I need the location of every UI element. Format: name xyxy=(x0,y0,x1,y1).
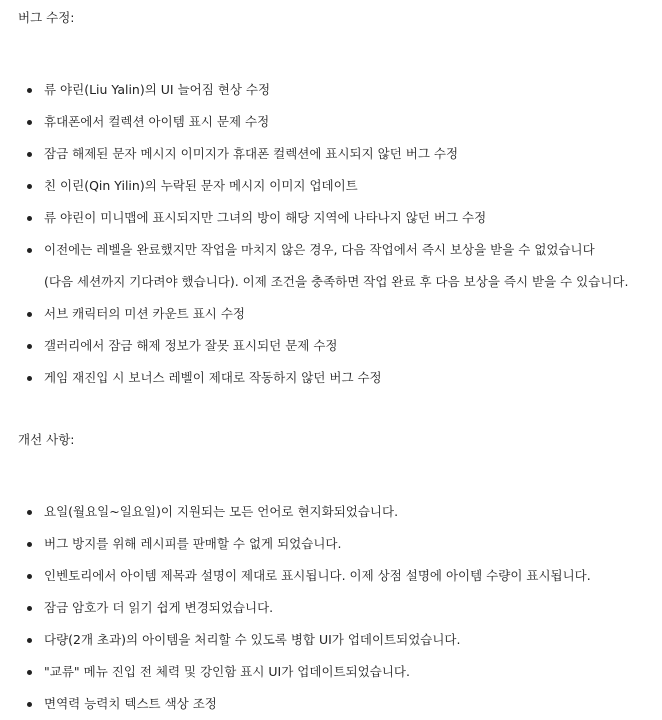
bullet-icon xyxy=(27,542,32,547)
list-item xyxy=(0,592,591,624)
list-item-text: 면역력 능력치 텍스트 색상 조정 xyxy=(44,696,217,711)
improvement-list xyxy=(0,496,591,720)
section-heading-improvements: 개선 사항: xyxy=(18,432,75,447)
bullet-icon xyxy=(27,312,32,317)
list-item-text-continued: (다음 세션까지 기다려야 했습니다). 이제 조건을 충족하면 작업 완료 후 다음 보상을 즉시 받을 수 있습니다. xyxy=(44,274,629,289)
bullet-icon xyxy=(27,184,32,189)
list-item xyxy=(0,624,591,656)
list-item-text: 요일(월요일~일요일)이 지원되는 모든 언어로 현지화되었습니다. xyxy=(44,504,399,519)
list-item xyxy=(0,560,591,592)
list-item-text: 다량(2개 초과)의 아이템을 처리할 수 있도록 병합 UI가 업데이트되었습니다. xyxy=(44,632,461,647)
list-item xyxy=(0,496,591,528)
list-item xyxy=(0,330,628,362)
bullet-icon xyxy=(27,638,32,643)
bullet-icon xyxy=(27,702,32,707)
list-item-text: "교류" 메뉴 진입 전 체력 및 강인함 표시 UI가 업데이트되었습니다. xyxy=(44,664,410,679)
list-item xyxy=(0,298,628,330)
bullet-icon xyxy=(27,670,32,675)
bullet-icon xyxy=(27,606,32,611)
bullet-icon xyxy=(27,152,32,157)
list-item-text: 게임 재진입 시 보너스 레벨이 제대로 작동하지 않던 버그 수정 xyxy=(44,370,382,385)
list-item-text: 휴대폰에서 컬렉션 아이템 표시 문제 수정 xyxy=(44,114,270,129)
bullet-icon xyxy=(27,120,32,125)
list-item xyxy=(0,234,628,298)
list-item-text: 서브 캐릭터의 미션 카운트 표시 수정 xyxy=(44,306,245,321)
list-item xyxy=(0,528,591,560)
list-item-text: 이전에는 레벨을 완료했지만 작업을 마치지 않은 경우, 다음 작업에서 즉시 보상을 받을 수 없었습니다 xyxy=(44,242,595,257)
list-item-text: 류 야린이 미니맵에 표시되지만 그녀의 방이 해당 지역에 나타나지 않던 버그 수정 xyxy=(44,210,487,225)
list-item xyxy=(0,362,628,394)
bullet-icon xyxy=(27,376,32,381)
list-item xyxy=(0,74,628,106)
list-item xyxy=(0,170,628,202)
list-item xyxy=(0,202,628,234)
list-item xyxy=(0,106,628,138)
bullet-icon xyxy=(27,216,32,221)
list-item-text: 인벤토리에서 아이템 제목과 설명이 제대로 표시됩니다. 이제 상점 설명에 아이템 수량이 표시됩니다. xyxy=(44,568,591,583)
bullet-icon xyxy=(27,574,32,579)
section-heading-bug-fixes: 버그 수정: xyxy=(18,10,75,25)
list-item xyxy=(0,138,628,170)
bullet-icon xyxy=(27,510,32,515)
list-item-text: 잠금 암호가 더 읽기 쉽게 변경되었습니다. xyxy=(44,600,274,615)
bullet-icon xyxy=(27,344,32,349)
list-item-text: 잠금 해제된 문자 메시지 이미지가 휴대폰 컬렉션에 표시되지 않던 버그 수정 xyxy=(44,146,459,161)
list-item-text: 버그 방지를 위해 레시피를 판매할 수 없게 되었습니다. xyxy=(44,536,342,551)
list-item-text: 갤러리에서 잠금 해제 정보가 잘못 표시되던 문제 수정 xyxy=(44,338,338,353)
list-item-text: 류 야린(Liu Yalin)의 UI 늘어짐 현상 수정 xyxy=(44,82,271,97)
list-item xyxy=(0,688,591,720)
list-item xyxy=(0,656,591,688)
list-item-text: 친 이린(Qin Yilin)의 누락된 문자 메시지 이미지 업데이트 xyxy=(44,178,358,193)
bullet-icon xyxy=(27,248,32,253)
bullet-icon xyxy=(27,88,32,93)
bug-fix-list xyxy=(0,74,628,394)
